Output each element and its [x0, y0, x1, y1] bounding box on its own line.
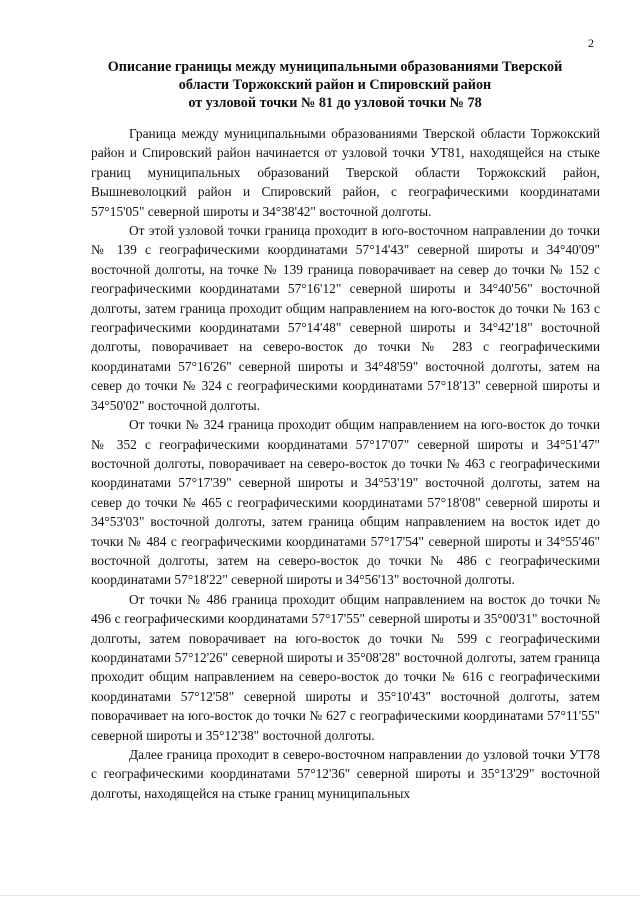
page-number: 2	[588, 36, 594, 50]
paragraph: Граница между муниципальными образованиями Тверской области Торжокский район и Спировский район начинается от узловой точки УТ81, находящейся на стыке границ муниципальных образований Тверской области Торжокский район, Вышневолоцкий район и Спировский район, с географическими координатами 57°15'05" северной широты и 34°38'42" восточной долготы.	[91, 126, 600, 219]
document-title	[80, 58, 590, 112]
document-body	[91, 124, 600, 803]
title-line: от узловой точки № 81 до узловой точки № 78	[188, 95, 482, 111]
paragraph: От точки № 486 граница проходит общим направлением на восток до точки № 496 с географическими координатами 57°17'55" северной широты и 35°00'31" восточной долготы, затем поворачивает на юго-восток до точки № 599 с географическими координатами 57°12'26" северной широты и 35°08'28" восточной долготы, затем граница проходит общим направлением на северо-восток до точки № 616 с географическими координатами 57°12'58" северной широты и 35°10'43" восточной долготы, затем поворачивает на юго-восток до точки № 627 с географическими координатами 57°11'55" северной широты и 35°12'38" восточной долготы.	[91, 591, 600, 743]
title-line: Описание границы между муниципальными образованиями Тверской	[107, 59, 563, 75]
title-line: области Торжокский район и Спировский район	[178, 77, 492, 93]
paragraph: Далее граница проходит в северо-восточном направлении до узловой точки УТ78 с географическими координатами 57°12'36" северной широты и 35°13'29" восточной долготы, находящейся на стыке границ муниципальных	[91, 747, 600, 801]
scan-edge-divider	[0, 895, 640, 896]
paragraph: От точки № 324 граница проходит общим направлением на юго-восток до точки № 352 с географическими координатами 57°17'07" северной широты и 34°51'47" восточной долготы, поворачивает на северо-восток до точки № 463 с географическими координатами 57°17'39" северной широты и 34°53'19" восточной долготы, затем на север до точки № 465 с географическими координатами 57°18'08" северной широты и 34°53'03" восточной долготы, затем граница общим направлением на восток идет до точки № 484 с географическими координатами 57°17'54" северной широты и 34°55'46" восточной долготы, затем на северо-восток до точки № 486 с географическими координатами 57°18'22" северной широты и 34°56'13" восточной долготы.	[91, 417, 600, 588]
paragraph: От этой узловой точки граница проходит в юго-восточном направлении до точки № 139 с географическими координатами 57°14'43" северной широты и 34°40'09" восточной долготы, на точке № 139 граница поворачивает на север до точки № 152 с географическими координатами 57°16'12" северной широты и 34°40'56" восточной долготы, затем граница проходит общим направлением на юго-восток до точки № 163 с географическими координатами 57°14'48" северной широты и 34°42'18" восточной долготы, поворачивает на северо-восток до точки № 283 с географическими координатами 57°16'26" северной широты и 34°48'59" восточной долготы, затем на север до точки № 324 с географическими координатами 57°18'13" северной широты и 34°50'02" восточной долготы.	[91, 223, 600, 413]
